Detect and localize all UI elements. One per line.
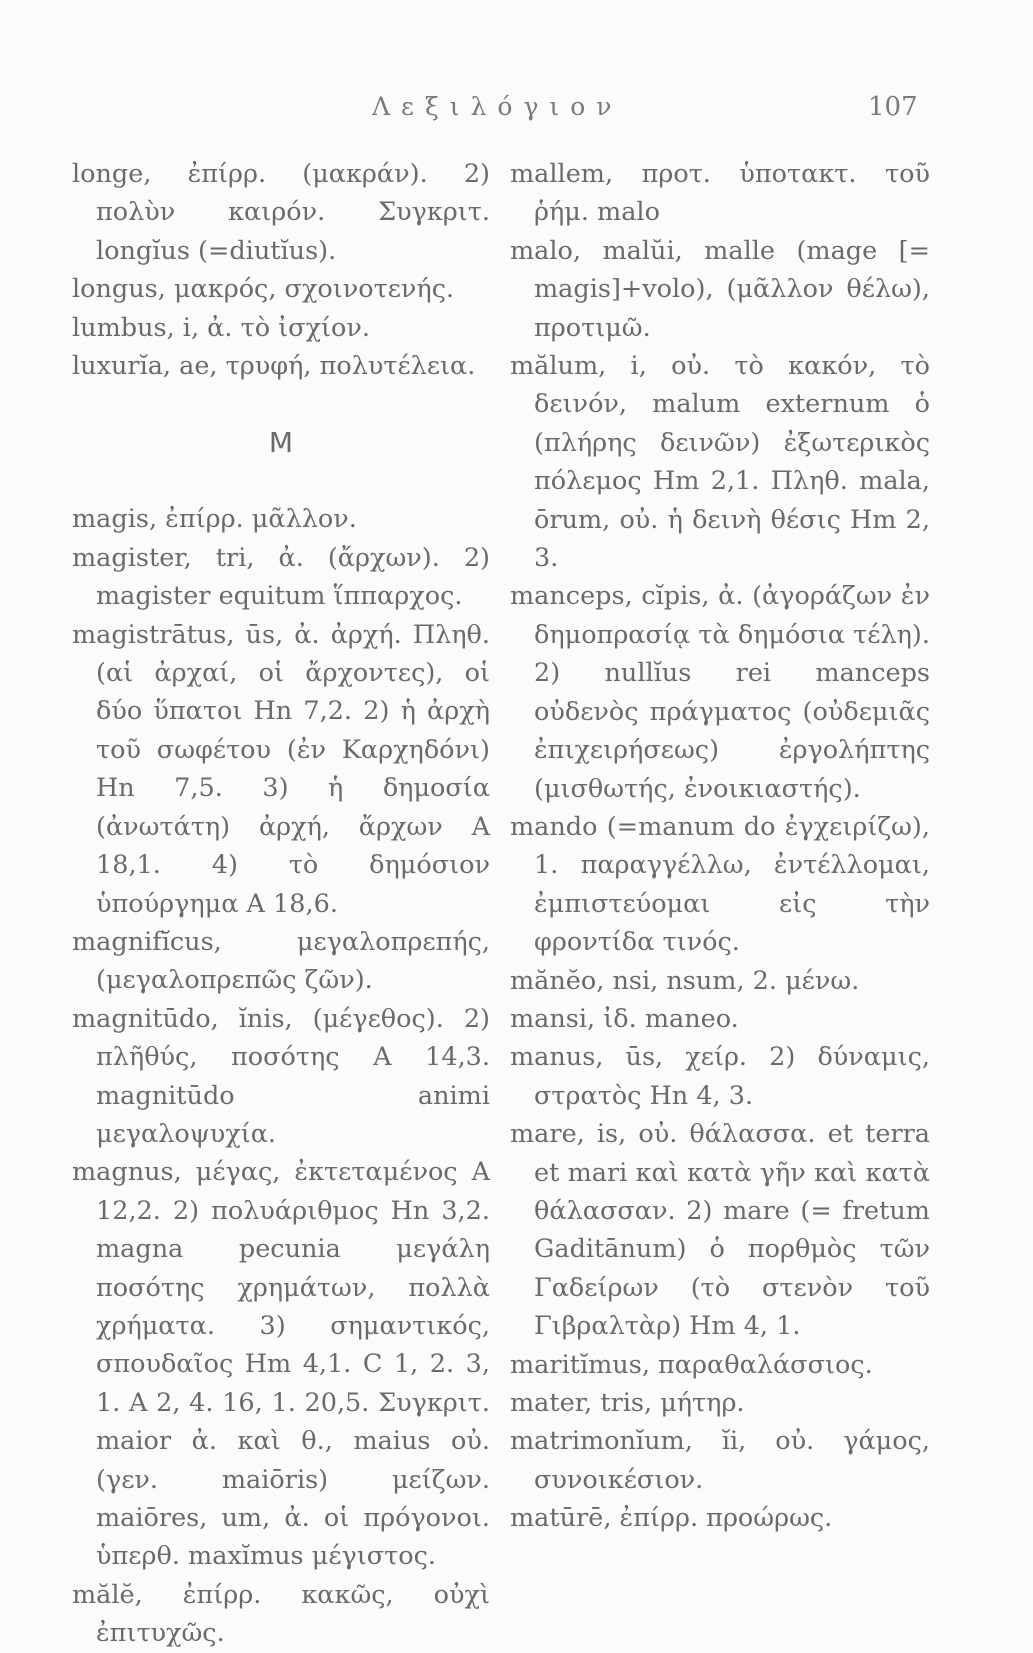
entry-magnitudo: magnitūdo, ĭnis, (μέγεθος). 2) πλῆθύς, ποσότης A 14,3. magnitūdo animi μεγαλοψυχία. xyxy=(72,1003,490,1149)
left-column xyxy=(72,155,490,1653)
section-letter-m: M xyxy=(268,426,294,460)
entry-magister: magister, tri, ἀ. (ἄρχων). 2) magister equitum ἵππαρχος. xyxy=(72,542,490,612)
page-number: 107 xyxy=(868,92,918,122)
entry-magnificus: magnifĭcus, μεγαλοπρεπής, (μεγαλοπρεπῶς ζῶν). xyxy=(72,926,490,996)
entry-mansi: mansi, ἰδ. maneo. xyxy=(510,1003,739,1034)
entry-magis: magis, ἐπίρρ. μᾶλλον. xyxy=(72,504,357,535)
entry-malo: malo, malŭi, malle (mage [= magis]+volo), (μᾶλλον θέλω), προτιμῶ. xyxy=(510,235,930,343)
entry-longus: longus, μακρός, σχοινοτενής. xyxy=(72,274,455,305)
entry-magnus: magnus, μέγας, ἐκτεταμένος A 12,2. 2) πολυάριθμος Hn 3,2. magna pecunia μεγάλη ποσότης χρημάτων, πολλὰ χρήματα. 3) σημαντικός, σπουδαῖος Hm 4,1. C 1, 2. 3, 1. A 2, 4. 16, 1. 20,5. Συγκριτ. maior ἀ. καὶ θ., maius οὐ. (γεν. maiōris) μείζων. maiōres, um, ἀ. οἱ πρόγονοι. ὑπερθ. maxĭmus μέγιστος. xyxy=(72,1157,490,1572)
entry-male: mălĕ, ἐπίρρ. κακῶς, οὐχὶ ἐπιτυχῶς. xyxy=(72,1579,490,1649)
entry-luxuria: luxurĭa, ae, τρυφή, πολυτέλεια. xyxy=(72,351,476,382)
entry-longe: longe, ἐπίρρ. (μακράν). 2) πολὺν καιρόν. Συγκριτ. longĭus (=diutĭus). xyxy=(72,159,490,266)
entry-maritimus: maritĭmus, παραθαλάσσιος. xyxy=(510,1349,873,1380)
running-head xyxy=(0,92,1033,132)
entry-lumbus: lumbus, i, ἀ. τὸ ἰσχίον. xyxy=(72,312,370,343)
right-column xyxy=(510,155,930,1538)
entry-mando: mando (=manum do ἐγχειρίζω), 1. παραγγέλλω, ἐντέλλομαι, ἐμπιστεύομαι εἰς τὴν φροντίδα τινός. xyxy=(510,811,930,958)
entry-mare: mare, is, οὐ. θάλασσα. et terra et mari καὶ κατὰ γῆν καὶ κατὰ θάλασσαν. 2) mare (= fretum Gaditānum) ὁ πορθμὸς τῶν Γαδείρων (τὸ στενὸν τοῦ Γιβραλτὰρ) Hm 4, 1. xyxy=(510,1119,930,1342)
entry-mature: matūrē, ἐπίρρ. προώρως. xyxy=(510,1503,833,1534)
entry-maneo: mănĕo, nsi, nsum, 2. μένω. xyxy=(510,965,860,996)
entry-malum: mălum, i, οὐ. τὸ κακόν, τὸ δεινόν, malum externum ὁ (πλήρης δεινῶν) ἐξωτερικὸς πόλεμος Hm 2,1. Πληθ. mala, ōrum, οὐ. ἡ δεινὴ θέσις Hm 2, 3. xyxy=(510,351,930,574)
entry-manus: manus, ūs, χείρ. 2) δύναμις, στρατὸς Hn 4, 3. xyxy=(510,1042,930,1111)
entry-manceps: manceps, cĭpis, ἀ. (ἀγοράζων ἐν δημοπρασίᾳ τὰ δημόσια τέλη). 2) nullĭus rei manceps οὐδενὸς πράγματος (οὐδεμιᾶς ἐπιχειρήσεως) ἐργολήπτης (μισθωτής, ἐνοικιαστής). xyxy=(510,581,930,804)
entry-mallem: mallem, προτ. ὑποτακτ. τοῦ ῥήμ. malo xyxy=(510,159,930,228)
entry-matrimonium: matrimonĭum, ĭi, οὐ. γάμος, συνοικέσιον. xyxy=(510,1426,930,1495)
running-title: Λεξιλόγιον xyxy=(372,92,623,121)
entry-mater: mater, tris, μήτηρ. xyxy=(510,1388,745,1418)
entry-magistratus: magistrātus, ūs, ἀ. ἀρχή. Πληθ. (αἱ ἀρχαί, οἱ ἄρχοντες), οἱ δύο ὕπατοι Hn 7,2. 2) ἡ ἀρχὴ τοῦ σωφέτου (ἐν Καρχηδόνι) Hn 7,5. 3) ἡ δημοσία (ἀνωτάτη) ἀρχή, ἄρχων A 18,1. 4) τὸ δημόσιον ὑπούργημα A 18,6. xyxy=(72,619,490,919)
